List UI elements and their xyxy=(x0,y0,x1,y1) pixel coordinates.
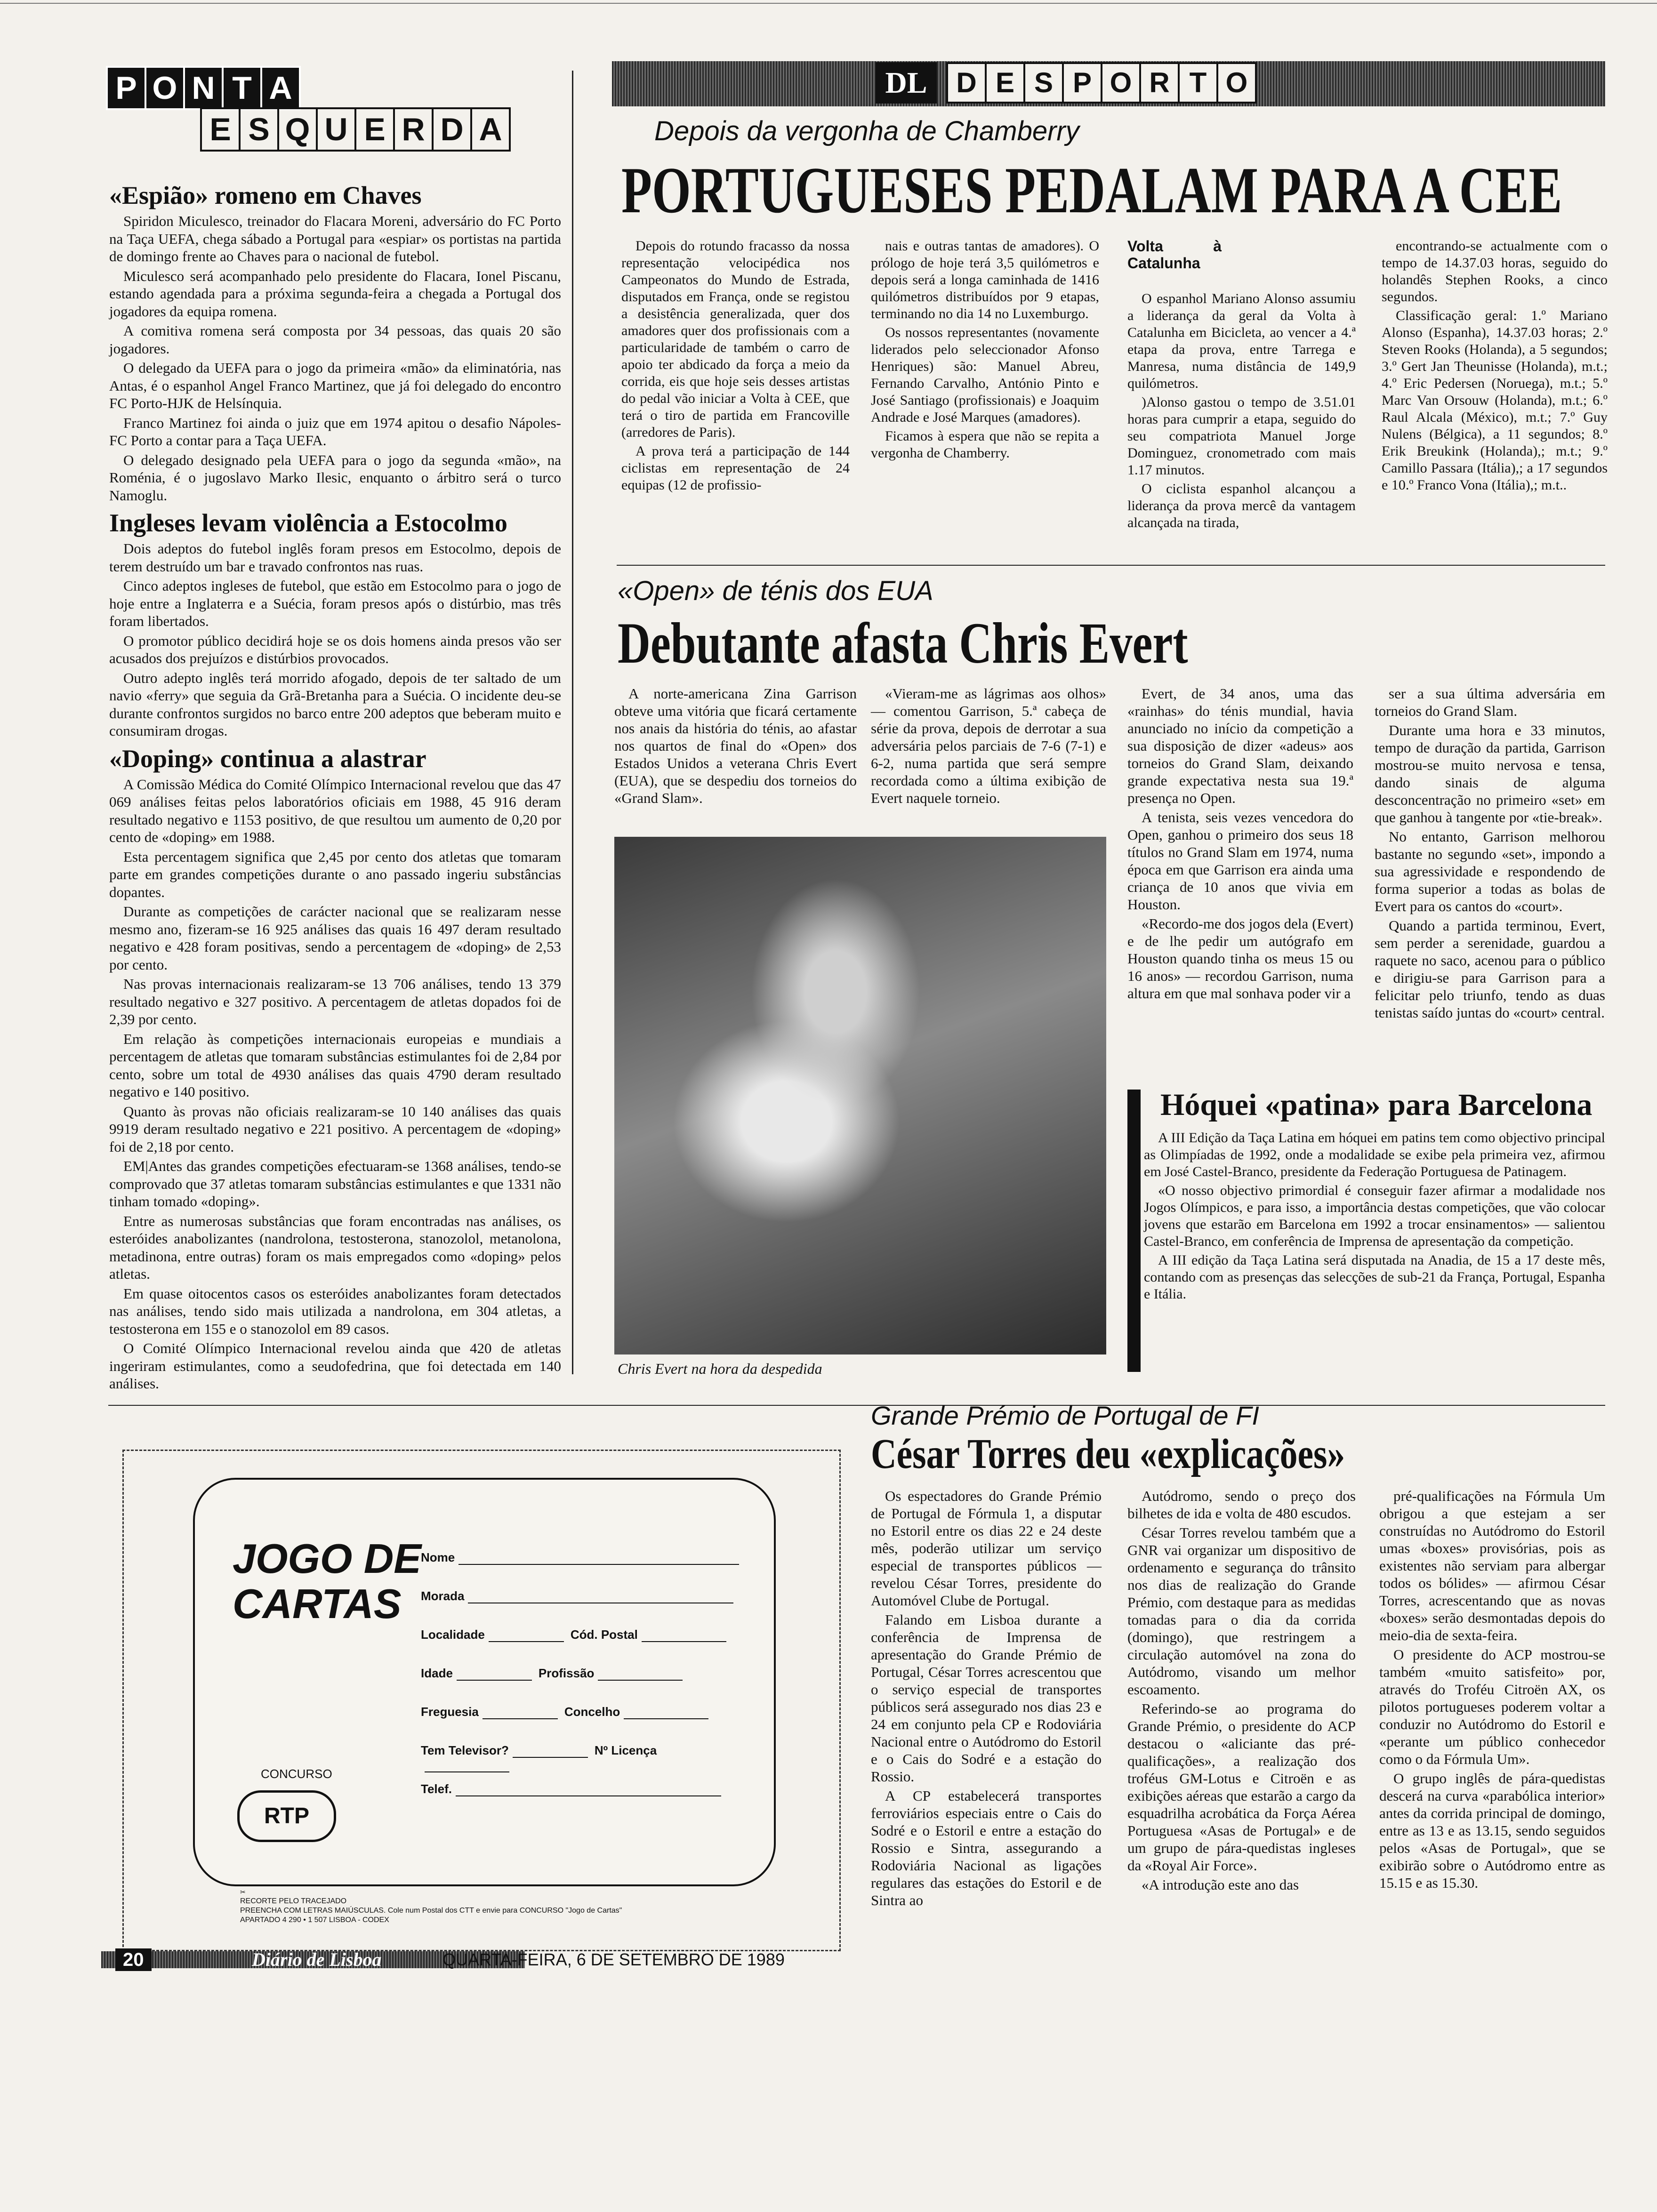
paragraph: A III edição da Taça Latina será disputada na Anadia, de 15 a 17 deste mês, contando com as presenças das selecções de sub-21 da França, Portugal, Espanha e Itália. xyxy=(1144,1252,1605,1302)
footer-date: QUARTA-FEIRA, 6 DE SETEMBRO DE 1989 xyxy=(442,1950,785,1969)
paragraph: O ciclista espanhol alcançou a liderança da prova mercê da vantagem alcançada na tirada, xyxy=(1127,481,1356,530)
header-letter: E xyxy=(985,62,1025,104)
header-letter: S xyxy=(1023,62,1064,104)
paragraph: O Comité Olímpico Internacional revelou ainda que 420 de atletas ingeriram estimulantes, como a seudofedrina, que foi detectada em 140 análises. xyxy=(109,1340,561,1392)
coupon-footer-2: PREENCHA COM LETRAS MAIÚSCULAS. Cole num Postal dos CTT e envie para CONCURSO "Jogo de Cartas" xyxy=(240,1907,622,1915)
header-letter: R xyxy=(393,107,434,152)
header-letter: E xyxy=(354,107,395,152)
scissors-icon: ✂ xyxy=(240,1888,246,1896)
tenis-col-4 xyxy=(1375,685,1605,1023)
f1-col-1 xyxy=(871,1487,1102,1911)
ciclismo-col-3-text xyxy=(1127,290,1356,531)
paper-name: Diário de Lisboa xyxy=(252,1949,382,1970)
form-field-label: Freguesia xyxy=(421,1705,479,1719)
tenis-col-3 xyxy=(1127,685,1353,1004)
coupon-form xyxy=(421,1550,750,1833)
header-letter: Q xyxy=(277,107,318,152)
paragraph: A III Edição da Taça Latina em hóquei em patins tem como objectivo principal as Olimpíadas de 1992, onde a modalidade se exibe pela primeira vez, afirmou em José Castel-Branco, presidente da Federação Portuguesa de Patinagem. xyxy=(1144,1130,1605,1179)
paragraph: Miculesco será acompanhado pelo presidente do Flacara, Ionel Piscanu, estando agendada para a próxima segunda-feira a chegada a Portugal dos jogadores da equipa romena. xyxy=(109,267,561,320)
form-field-input[interactable] xyxy=(513,1744,588,1758)
paragraph: O espanhol Mariano Alonso assumiu a liderança da geral da Volta à Catalunha em Bicicleta, ao vencer a 4.ª etapa da prova, entre Tarrega e Manresa, numa distância de 149,9 quilómetros. xyxy=(1127,291,1356,391)
header-letter: T xyxy=(222,66,262,110)
form-field-input[interactable] xyxy=(624,1705,708,1719)
ciclismo-col-3 xyxy=(1127,238,1356,533)
paragraph: Cinco adeptos ingleses de futebol, que estão em Estocolmo para o jogo de hoje entre a Inglaterra e a Suécia, foram presos após o distúrbio, mas três foram libertados. xyxy=(109,577,561,629)
header-letter: A xyxy=(260,66,301,110)
paragraph: pré-qualificações na Fórmula Um obrigou a que estejam a ser construídas no Autódromo do Estoril umas «boxes» provisórias, pois as existentes não serviam para albergar todos os bólides» — afirmou César Torres, acrescentando que as novas «boxes» serão desmontadas depois do meio-dia de sexta-feira. xyxy=(1379,1488,1605,1643)
coupon-footer xyxy=(240,1887,622,1925)
tenis-headline: Debutante afasta Chris Evert xyxy=(618,611,1188,675)
paragraph: A comitiva romena será composta por 34 pessoas, das quais 20 são jogadores. xyxy=(109,322,561,357)
ponta-row xyxy=(106,66,509,110)
paragraph: «Vieram-me as lágrimas aos olhos» — comentou Garrison, 5.ª cabeça de série da prova, depois de derrotar a sua adversária pelos parciais de 7-6 (7-1) e 6-2, numa partida que será sempre recordada como a última exibição de Evert naquele torneio. xyxy=(871,685,1106,806)
paragraph: O grupo inglês de pára-quedistas descerá na curva «parabólica interior» antes da corrida principal de domingo, entre as 13 e as 13.15, sendo seguidos pelos «Asas de Portugal», que se exibirão sobre o Autódromo entre as 15.15 e as 15.30. xyxy=(1379,1770,1605,1891)
form-field-label: Profissão xyxy=(538,1666,595,1680)
paragraph: César Torres revelou também que a GNR vai organizar um dispositivo de ordenamento e segurança do trânsito nos dias de realização do Grande Prémio, com destaque para as medidas tomadas para o dia da corrida (domingo), que restringem a circulação automóvel na zona do Autódromo, visando um melhor escoamento. xyxy=(1127,1524,1356,1698)
paragraph: ser a sua última adversária em torneios do Grand Slam. xyxy=(1375,685,1605,719)
form-field-label: Idade xyxy=(421,1666,453,1680)
f1-kicker: Grande Prémio de Portugal de FI xyxy=(871,1401,1259,1430)
form-field-input[interactable] xyxy=(468,1589,733,1603)
header-letter: P xyxy=(106,66,146,110)
paragraph: A CP estabelecerá transportes ferroviários especiais entre o Cais do Sodré e o Estoril e entre a estação do Rossio e Sintra, assegurando a Rodoviária Nacional as ligações regulares das estações do Estoril e de Sintra ao xyxy=(871,1787,1102,1908)
header-letter: O xyxy=(1216,62,1257,104)
header-letter: N xyxy=(183,66,224,110)
header-letter: E xyxy=(200,107,241,152)
header-letter: S xyxy=(239,107,279,152)
paragraph: EM|Antes das grandes competições efectuaram-se 1368 análises, tendo-se comprovado que 37 atletas tomaram substâncias estimulantes e que 1331 não tinham tomado «doping». xyxy=(109,1158,561,1210)
form-field-input[interactable] xyxy=(457,1667,532,1681)
paragraph: Em quase oitocentos casos os esteróides anabolizantes foram detectados nas análises, tendo sido mais utilizada a nandrolona, em 304 atletas, a testosterona em 155 e o stanozolol em 89 casos. xyxy=(109,1285,561,1337)
coupon-form-row xyxy=(421,1782,750,1796)
news-item-title: Ingleses levam violência a Estocolmo xyxy=(109,509,507,537)
paragraph: Classificação geral: 1.º Mariano Alonso (Espanha), 14.37.03 horas; 2.º Steven Rooks (Holanda), a 5 segundos; 3.º Gert Jan Theunisse (Holanda), m.t.; 4.º Eric Pedersen (Noruega), m.t.; 5.º Marc Van Orsouw (Holanda), m.t.; 6.º Raul Alcala (México), m.t.; 7.º Guy Nulens (Bélgica), a 11 segundos; 8.º Erik Breukink (Holanda),; m.t.; 9.º Camillo Passara (Itália),; a 17 segundos e 10.º Franco Vona (Itália),; m.t.. xyxy=(1382,308,1608,493)
paragraph: Os espectadores do Grande Prémio de Portugal de Fórmula 1, a disputar no Estoril entre os dias 22 e 24 deste mês, poderão utilizar um serviço especial de transportes públicos — revelou César Torres, presidente do Automóvel Clube de Portugal. xyxy=(871,1488,1102,1609)
paragraph: Durante uma hora e 33 minutos, tempo de duração da partida, Garrison mostrou-se muito nervosa e tensa, dando sinais de alguma desconcentração no primeiro «set» em que ganhou à tangente por «tie-break». xyxy=(1375,722,1605,825)
tenis-col-1 xyxy=(614,685,857,809)
desporto-header-bar xyxy=(612,61,1605,106)
ponta-esquerda-column xyxy=(109,176,561,1395)
f1-headline: César Torres deu «explicações» xyxy=(871,1431,1345,1477)
news-item-body xyxy=(109,540,561,740)
ciclismo-col-4 xyxy=(1382,238,1608,496)
paragraph: A tenista, seis vezes vencedora do Open, ganhou o primeiro dos seus 18 títulos no Grand Slam em 1974, numa época em que Garrison era ainda uma criança de 10 anos que vivia em Houston. xyxy=(1127,809,1353,913)
f1-col-2 xyxy=(1127,1487,1356,1895)
paragraph: Entre as numerosas substâncias que foram encontradas nas análises, os esteróides anabolizantes (nandrolona, testosterona, stanozolol, metanolona, metadinona, entre outras) foram os mais empregados como «doping» pelos atletas. xyxy=(109,1212,561,1282)
form-field-label: Concelho xyxy=(564,1705,620,1719)
page-number: 20 xyxy=(115,1948,152,1971)
ciclismo-kicker: Depois da vergonha de Chamberry xyxy=(654,116,1079,146)
paragraph: «Recordo-me dos jogos dela (Evert) e de lhe pedir um autógrafo em Houston quando tinha os meus 15 ou 16 anos» — recordou Garrison, numa altura em que mal sonhava poder vir a xyxy=(1127,915,1353,1002)
paragraph: Outro adepto inglês terá morrido afogado, depois de ter saltado de um navio «ferry» que seguia da Grã-Bretanha para a Suécia. O incidente deu-se durante confrontos surgidos no barco entre 200 adeptos que beberam muito e consumiram drogas. xyxy=(109,669,561,739)
header-letter: U xyxy=(316,107,356,152)
coupon-footer-1: RECORTE PELO TRACEJADO xyxy=(240,1897,347,1905)
paragraph: Depois do rotundo fracasso da nossa representação velocipédica nos Campeonatos do Mundo de Estrada, disputados em França, onde se registou a desistência generalizada, quer dos amadores quer dos profissionais com a particularidade de também o carro de apoio ter abdicado da força a meio da corrida, eis que hoje seis desses artistas do pedal vão iniciar a Volta à CEE, que terá o tiro de partida em Francoville (arredores de Paris). xyxy=(621,238,850,440)
paragraph: Dois adeptos do futebol inglês foram presos em Estocolmo, depois de terem destruído um bar e travado confrontos nas ruas. xyxy=(109,540,561,575)
coupon-form-row xyxy=(421,1743,750,1772)
form-field-input[interactable] xyxy=(456,1782,721,1796)
paragraph: Em relação às competições internacionais europeias e mundiais a percentagem de atletas que tomaram substâncias estimulantes foi de 2,84 por cento, sobre um total de 4930 análises das quais 4790 deram resultado negativo e 140 positivo. xyxy=(109,1030,561,1100)
coupon-title xyxy=(233,1536,421,1627)
ciclismo-col-2 xyxy=(871,238,1099,464)
paragraph: A Comissão Médica do Comité Olímpico Internacional revelou que das 47 069 análises feitas pelos laboratórios oficiais em 1988, 45 916 deram resultado negativo e 1153 positivo, de que resultou um aumento de 0,20 por cento de «doping» em 1988. xyxy=(109,776,561,845)
rtp-logo: RTP xyxy=(237,1790,336,1842)
section-rule-bottom xyxy=(108,1405,1605,1406)
paragraph: O delegado designado pela UEFA para o jogo da segunda «mão», na Roménia, é o jugoslavo Marko Ilesic, enquanto o árbitro será o turco Namoglu. xyxy=(109,451,561,504)
coupon-form-row xyxy=(421,1589,750,1603)
desporto-title xyxy=(946,62,1255,104)
photo-caption: Chris Evert na hora da despedida xyxy=(618,1360,822,1377)
paragraph: O promotor público decidirá hoje se os dois homens ainda presos vão ser acusados dos prejuízos e distúrbios provocados. xyxy=(109,632,561,666)
header-letter: D xyxy=(432,107,472,152)
news-item-body xyxy=(109,212,561,504)
paragraph: Durante as competições de carácter nacional que se realizaram nesse mesmo ano, fizeram-se 16 925 análises das quais 16 497 deram resultado negativo e 428 foram positivas, sendo a percentagem de «doping» de 2,53 por cento. xyxy=(109,903,561,973)
header-letter: O xyxy=(1101,62,1141,104)
form-field-label: Cód. Postal xyxy=(570,1627,638,1642)
paragraph: Nas provas internacionais realizaram-se 13 706 análises, tendo 13 379 resultado negativo e 327 positivo. A percentagem de atletas dopados foi de 2,39 por cento. xyxy=(109,976,561,1027)
coupon-footer-3: APARTADO 4 290 • 1 507 LISBOA - CODEX xyxy=(240,1916,389,1924)
f1-col-3 xyxy=(1379,1487,1605,1893)
form-field-input[interactable] xyxy=(642,1628,726,1642)
form-field-label: Nome xyxy=(421,1550,455,1564)
paragraph: Referindo-se ao programa do Grande Prémio, o presidente do ACP destacou o «aliciante das pré-qualificações», a realização dos troféus GM-Lotus e Citroën e as exibições aéreas que estarão a cargo da esquadrilha acrobática da Força Aérea Portuguesa «Asas de Portugal» e de um grupo de pára-quedistas ingleses da «Royal Air Force». xyxy=(1127,1700,1356,1874)
concurso-label: CONCURSO xyxy=(261,1767,332,1781)
hoquei-column xyxy=(1144,1130,1605,1305)
header-letter: P xyxy=(1062,62,1102,104)
form-field-input[interactable] xyxy=(483,1705,558,1719)
paragraph: «A introdução este ano das xyxy=(1142,1876,1299,1893)
volta-catalunha-subhead: Volta à Catalunha xyxy=(1127,238,1222,272)
column-rule xyxy=(572,71,573,1374)
form-field-input[interactable] xyxy=(489,1628,564,1642)
paragraph: Spiridon Miculesco, treinador do Flacara Moreni, adversário do FC Porto na Taça UEFA, chega sábado a Portugal para «espiar» os portistas na partida de domingo frente ao Chaves para o nacional de futebol. xyxy=(109,213,561,264)
paragraph: encontrando-se actualmente com o tempo de 14.37.03 horas, seguido do holandês Stephen Rooks, a cinco segundos. xyxy=(1382,238,1608,305)
jogo-de-cartas-coupon[interactable] xyxy=(193,1478,776,1886)
news-item-body xyxy=(109,776,561,1393)
paragraph: Evert, de 34 anos, uma das «rainhas» do ténis mundial, havia anunciado no início da competição a sua disposição de dizer «adeus» aos torneios do Grand Slam, deixando grande expectativa nesta sua 19.ª presença no Open. xyxy=(1127,685,1353,806)
header-letter: T xyxy=(1178,62,1218,104)
paragraph: O delegado da UEFA para o jogo da primeira «mão» da eliminatória, nas Antas, é o espanhol Angel Franco Martinez, que já foi delegado do encontro FC Porto-HJK de Helsínquia. xyxy=(109,360,561,411)
ponta-esquerda-logo xyxy=(106,66,509,152)
paragraph: A norte-americana Zina Garrison obteve uma vitória que ficará certamente nos anais da história do ténis, ao afastar nos quartos de final do «Open» dos Estados Unidos a veterana Chris Evert (EUA), que se despediu dos torneios do «Grand Slam». xyxy=(614,685,857,806)
paragraph: A prova terá a participação de 144 ciclistas em representação de 24 equipas (12 de profissio- xyxy=(621,443,850,493)
coupon-form-row xyxy=(421,1627,750,1642)
form-field-label: Tem Televisor? xyxy=(421,1743,509,1757)
ciclismo-col-1 xyxy=(621,238,850,496)
news-item-title: «Espião» romeno em Chaves xyxy=(109,181,422,209)
paragraph: «O nosso objectivo primordial é conseguir fazer afirmar a modalidade nos Jogos Olímpicos, e para isso, a importância destas competições, que vão colocar jovens que estarão em Barcelona em 1992 a trocar ensinamentos» — salientou Castel-Branco, em conferência de Imprensa de apresentação da competição. xyxy=(1144,1183,1605,1249)
paragraph: nais e outras tantas de amadores). O prólogo de hoje terá 3,5 quilómetros e depois será a longa caminhada de 1416 quilómetros distribuídos por 9 etapas, terminando no dia 14 no Luxemburgo. xyxy=(871,238,1099,321)
paragraph: Os nossos representantes (novamente liderados pelo seleccionador Afonso Henriques) são: Manuel Abreu, Fernando Carvalho, António Pinto e José Santiago (profissionais) e Joaquim Andrade e José Marques (amadores). xyxy=(871,325,1099,425)
coupon-title-line2: CARTAS xyxy=(233,1580,402,1627)
coupon-form-row xyxy=(421,1550,750,1565)
tenis-kicker: «Open» de ténis dos EUA xyxy=(618,576,933,606)
paragraph: Ficamos à espera que não se repita a vergonha de Chamberry. xyxy=(871,428,1099,461)
paragraph: O presidente do ACP mostrou-se também «muito satisfeito» por, através do Troféu Citroën AX, os pilotos portugueses poderem voltar a conduzir no Autódromo do Estoril e «perante um público conhecedor como o da Fórmula Um». xyxy=(1379,1646,1605,1767)
paragraph: No entanto, Garrison melhorou bastante no segundo «set», impondo a sua agressividade e respondendo de forma superior a todas as bolas de Evert para os cantos do «court». xyxy=(1375,828,1605,914)
coupon-form-row xyxy=(421,1666,750,1681)
header-letter: D xyxy=(946,62,987,104)
paragraph: Esta percentagem significa que 2,45 por cento dos atletas que tomaram parte em grandes competições durante o ano passado ingeriu substâncias dopantes. xyxy=(109,848,561,900)
section-rule xyxy=(617,565,1605,566)
form-field-label: Localidade xyxy=(421,1627,485,1642)
header-letter: R xyxy=(1139,62,1180,104)
paragraph: Falando em Lisboa durante a conferência de Imprensa de apresentação do Grande Prémio de Portugal, César Torres acrescentou que o serviço especial de transportes públicos será assegurado nos dias 23 e 24 em conjunto pela CP e Rodoviária Nacional entre o Autódromo do Estoril e o Cais do Sodré e a estação do Rossio. xyxy=(871,1611,1102,1785)
ciclismo-headline: PORTUGUESES PEDALAM PARA A CEE xyxy=(621,154,1562,227)
chris-evert-photo xyxy=(614,837,1106,1354)
paragraph: Franco Martinez foi ainda o juiz que em 1974 apitou o desafio Nápoles-FC Porto a contar para a Taça UEFA. xyxy=(109,414,561,449)
dl-logo: DL xyxy=(876,62,937,104)
header-letter: O xyxy=(145,66,185,110)
paragraph: )Alonso gastou o tempo de 3.51.01 horas para cumprir a etapa, seguido do seu compatriota Manuel Jorge Dominguez, cronometrado com mais 1.17 minutos. xyxy=(1127,394,1356,478)
news-item-title: «Doping» continua a alastrar xyxy=(109,744,426,773)
esquerda-row xyxy=(200,107,509,152)
paragraph: Autódromo, sendo o preço dos bilhetes de ida e volta de 480 escudos. xyxy=(1127,1488,1356,1522)
coupon-form-row xyxy=(421,1705,750,1719)
form-field-input[interactable] xyxy=(425,1758,509,1772)
paragraph: Quanto às provas não oficiais realizaram-se 10 140 análises das quais 9919 deram resultado negativo e 221 positivo. A percentagem de «doping» foi de 2,18 por cento. xyxy=(109,1103,561,1155)
page-top-border xyxy=(0,3,1657,4)
form-field-input[interactable] xyxy=(458,1551,739,1565)
hoquei-side-bar xyxy=(1127,1090,1141,1372)
form-field-label: Nº Licença xyxy=(594,1743,657,1757)
header-letter: A xyxy=(470,107,511,152)
paragraph: Quando a partida terminou, Evert, sem perder a serenidade, guardou a raquete no saco, acenou para o público e dirigiu-se para Garrison para a felicitar pelo triunfo, tendo as duas tenistas saído juntas do «court» central. xyxy=(1375,917,1605,1021)
hoquei-headline: Hóquei «patina» para Barcelona xyxy=(1160,1088,1593,1122)
form-field-input[interactable] xyxy=(598,1667,683,1681)
form-field-label: Morada xyxy=(421,1589,465,1603)
coupon-title-line1: JOGO DE xyxy=(233,1535,421,1582)
tenis-col-2 xyxy=(871,685,1106,809)
form-field-label: Telef. xyxy=(421,1782,452,1796)
